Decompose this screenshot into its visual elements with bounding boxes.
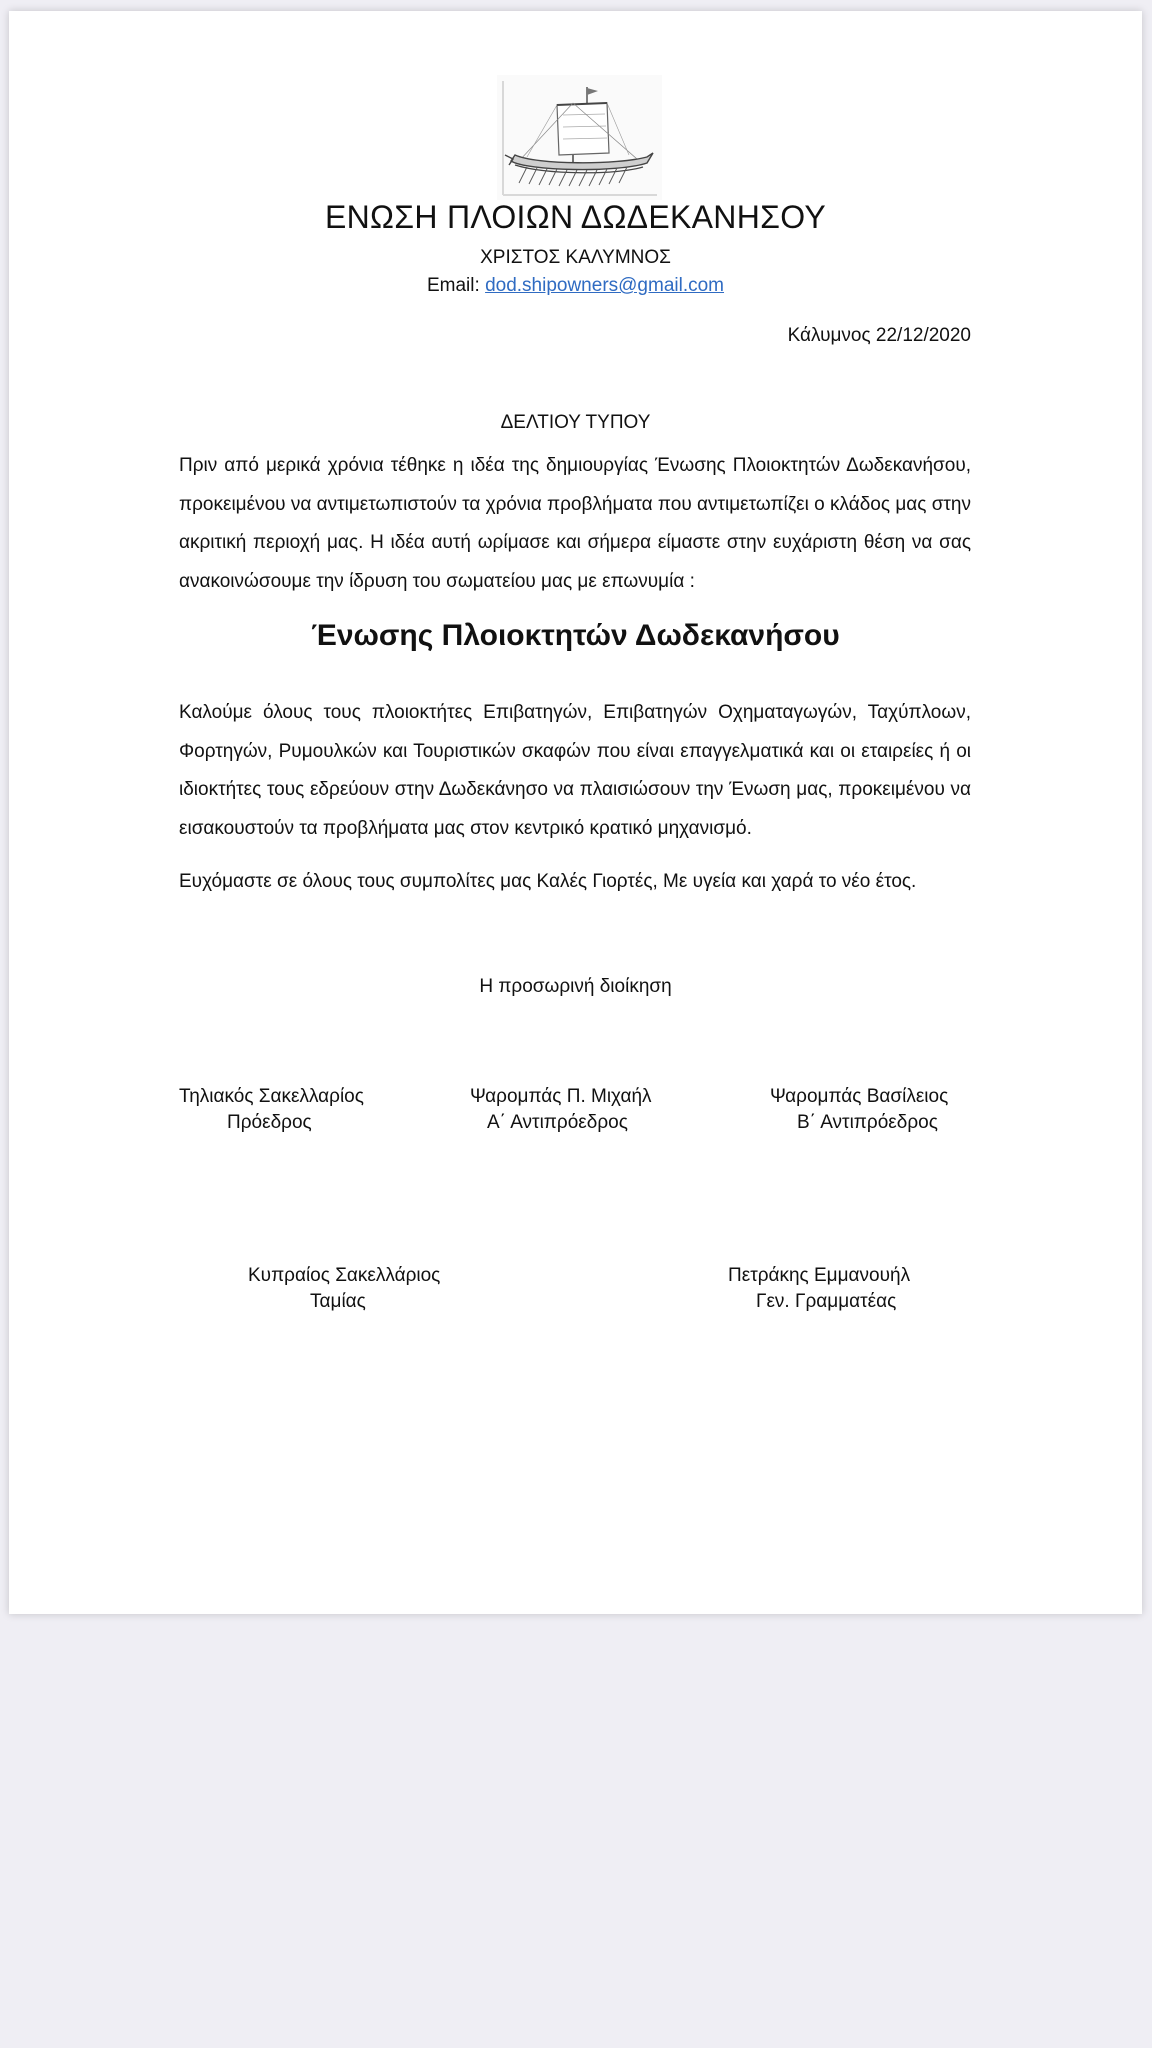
union-name-heading: Ένωσης Πλοιοκτητών Δωδεκανήσου — [311, 619, 840, 652]
signatory-name: Κυπραίος Σακελλάριος — [248, 1265, 441, 1286]
press-release-title: ΔΕΛΤΙΟΥ ΤΥΠΟΥ — [500, 412, 651, 433]
signatory-president — [179, 1084, 364, 1136]
org-email-line — [9, 275, 1142, 297]
paragraph-greetings: Ευχόμαστε σε όλους τους συμπολίτες μας Καλές Γιορτές, Με υγεία και χαρά το νέο έτος. — [179, 871, 917, 892]
email-link[interactable]: dod.shipowners@gmail.com — [485, 275, 725, 296]
signatory-name: Ψαρομπάς Π. Μιχαήλ — [470, 1086, 652, 1107]
signatory-name: Πετράκης Εμμανουήλ — [728, 1265, 911, 1286]
org-location: ΧΡΙΣΤΟΣ ΚΑΛΥΜΝΟΣ — [480, 247, 671, 268]
paragraph-intro: Πριν από μερικά χρόνια τέθηκε η ιδέα της δημιουργίας Ένωσης Πλοιοκτητών Δωδεκανήσου, προκειμένου να αντιμετωπιστούν τα χρόνια προβλήματα που αντιμετωπίζει ο κλάδος μας στην ακριτική περιοχή μας. Η ιδέα αυτή ωρίμασε και σήμερα είμαστε στην ευχάριστη θέση να σας ανακοινώσουμε την ίδρυση του σωματείου μας με επωνυμία : — [179, 455, 971, 592]
signatory-role: Πρόεδρος — [227, 1112, 312, 1133]
document-page — [9, 11, 1142, 1614]
signatory-name: Τηλιακός Σακελλαρίος — [179, 1086, 364, 1107]
trireme-ship-logo — [497, 75, 662, 200]
signatory-treasurer — [248, 1263, 440, 1315]
email-label: Email: — [426, 275, 486, 296]
signatory-role: Ταμίας — [310, 1291, 366, 1312]
signatory-role: Β΄ Αντιπρόεδρος — [797, 1112, 938, 1133]
admin-label: Η προσωρινή διοίκηση — [479, 976, 672, 997]
org-title: ΕΝΩΣΗ ΠΛΟΙΩΝ ΔΩΔΕΚΑΝΗΣΟΥ — [324, 199, 826, 235]
document-date: Κάλυμνος 22/12/2020 — [787, 325, 971, 346]
signatory-role: Α΄ Αντιπρόεδρος — [487, 1112, 628, 1133]
signatory-secretary — [728, 1263, 910, 1315]
signatory-vice-president-b — [770, 1084, 948, 1136]
signatory-role: Γεν. Γραμματέας — [756, 1291, 897, 1312]
signatory-name: Ψαρομπάς Βασίλειος — [770, 1086, 949, 1107]
signatory-vice-president-a — [470, 1084, 652, 1136]
paragraph-invitation: Καλούμε όλους τους πλοιοκτήτες Επιβατηγών, Επιβατηγών Οχηματαγωγών, Ταχύπλοων, Φορτηγών, Ρυμουλκών και Τουριστικών σκαφών που είναι επαγγελματικά και οι εταιρείες ή οι ιδιοκτήτες τους εδρεύουν στην Δωδεκάνησο να πλαισιώσουν την Ένωση μας, προκειμένου να εισακουστούν τα προβλήματα μας στον κεντρικό κρατικό μηχανισμό. — [179, 702, 971, 839]
